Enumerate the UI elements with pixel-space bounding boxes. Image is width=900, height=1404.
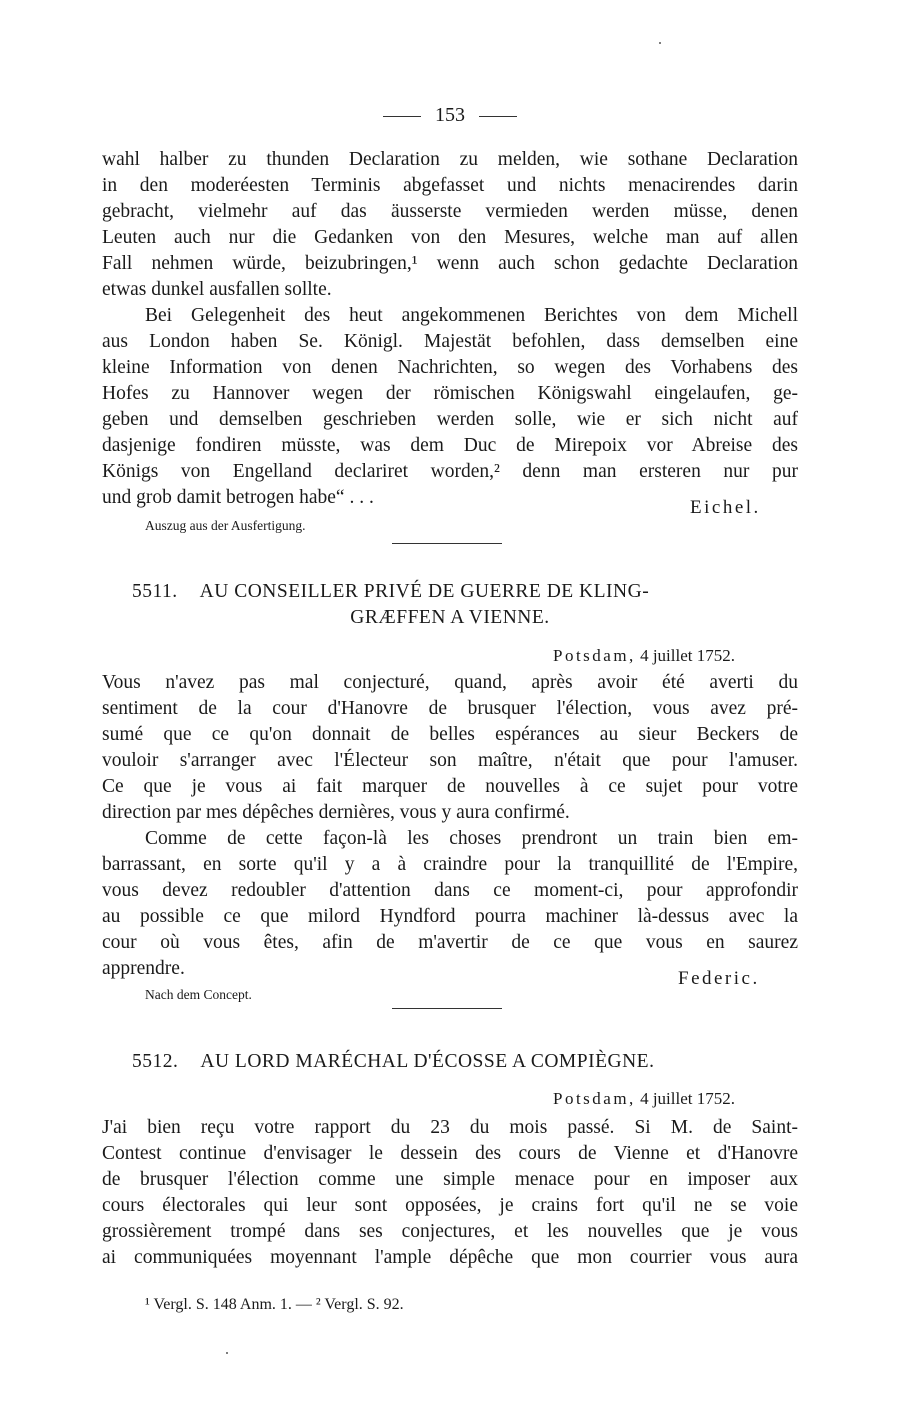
text-line: aus London haben Se. Königl. Majestät befohlen, dass demselben eine: [102, 331, 798, 352]
text-line: grossièrement trompé dans ses conjectures, et les nouvelles que je vous: [102, 1221, 798, 1242]
letter-number: 5511.: [132, 581, 178, 602]
signature: Eichel.: [690, 497, 761, 518]
text-line: Hofes zu Hannover wegen der römischen Königswahl eingelaufen, ge-: [102, 383, 798, 404]
text-line: sumé que ce qu'on donnait de belles espérances au sieur Beckers de: [102, 724, 798, 745]
text-line: kleine Information von denen Nachrichten, so wegen des Vorhabens des: [102, 357, 798, 378]
text-line: Bei Gelegenheit des heut angekommenen Berichtes von dem Michell: [145, 305, 798, 326]
text-line: wahl halber zu thunden Declaration zu melden, wie sothane Declaration: [102, 149, 798, 170]
text-line: Fall nehmen würde, beizubringen,¹ wenn auch schon gedachte Declaration: [102, 253, 798, 274]
text-line: vous devez redoubler d'attention dans ce moment-ci, pour approfondir: [102, 880, 798, 901]
page-number: 153: [435, 104, 465, 126]
text-line: sentiment de la cour d'Hanovre de brusquer l'élection, vous avez pré-: [102, 698, 798, 719]
text-line: au possible ce que milord Hyndford pourra machiner là-dessus avec la: [102, 906, 798, 927]
text-line: vouloir s'arranger avec l'Électeur son maître, n'était que pour l'amuser.: [102, 750, 798, 771]
letter-date: [553, 646, 735, 666]
date-value: 4 juillet 1752.: [640, 646, 735, 665]
text-line: J'ai bien reçu votre rapport du 23 du mois passé. Si M. de Saint-: [102, 1117, 798, 1138]
text-line: etwas dunkel ausfallen sollte.: [102, 279, 332, 300]
page-header: [0, 104, 900, 127]
source-note: Nach dem Concept.: [145, 987, 252, 1002]
text-line: direction par mes dépêches dernières, vous y aura confirmé.: [102, 802, 570, 823]
letter-number: 5512.: [132, 1051, 179, 1072]
text-line: cour où vous êtes, afin de m'avertir de ce que vous en saurez: [102, 932, 798, 953]
letter-title-line1: AU CONSEILLER PRIVÉ DE GUERRE DE KLING-: [199, 581, 650, 602]
text-line: ai communiquées moyennant l'ample dépêche que mon courrier vous aura: [102, 1247, 798, 1268]
divider: [392, 1008, 502, 1009]
letter-date: [553, 1089, 735, 1109]
source-note: Auszug aus der Ausfertigung.: [145, 518, 306, 533]
divider: [392, 543, 502, 544]
text-line: apprendre.: [102, 958, 185, 979]
text-line: Contest continue d'envisager le dessein des cours de Vienne et d'Hanovre: [102, 1143, 798, 1164]
header-dash-left: [383, 116, 421, 117]
text-line: und grob damit betrogen habe“ . . .: [102, 487, 374, 508]
text-line: Ce que je vous ai fait marquer de nouvelles à ce sujet pour votre: [102, 776, 798, 797]
date-value: 4 juillet 1752.: [640, 1089, 735, 1108]
text-line: cours électorales qui leur sont opposées, je crains fort qu'il ne se voie: [102, 1195, 798, 1216]
date-place: Potsdam,: [553, 1089, 636, 1108]
text-line: de brusquer l'élection comme une simple menace pour en imposer aux: [102, 1169, 798, 1190]
text-line: Leuten auch nur die Gedanken von den Mesures, welche man auf allen: [102, 227, 798, 248]
text-line: Comme de cette façon-là les choses prendront un train bien em-: [145, 828, 798, 849]
footnotes: ¹ Vergl. S. 148 Anm. 1. — ² Vergl. S. 92.: [145, 1296, 404, 1313]
text-line: Vous n'avez pas mal conjecturé, quand, après avoir été averti du: [102, 672, 798, 693]
header-dash-right: [479, 116, 517, 117]
signature: Federic.: [678, 968, 760, 989]
text-line: barrassant, en sorte qu'il y a à craindre pour la tranquillité de l'Empire,: [102, 854, 798, 875]
letter-title-text: AU LORD MARÉCHAL D'ÉCOSSE A COMPIÈGNE.: [200, 1051, 655, 1072]
text-line: dasjenige fondiren müsste, was dem Duc de Mirepoix vor Abreise des: [102, 435, 798, 456]
date-place: Potsdam,: [553, 646, 636, 665]
scan-speck: [659, 42, 661, 44]
letter-title-line2: GRÆFFEN A VIENNE.: [350, 607, 550, 628]
letter-title: [132, 1051, 654, 1073]
text-line: gebracht, vielmehr auf das äusserste vermieden werden müsse, denen: [102, 201, 798, 222]
text-line: geben und demselben geschrieben werden solle, wie er sich nicht auf: [102, 409, 798, 430]
scan-speck: [226, 1352, 228, 1354]
text-line: Königs von Engelland declariret worden,² denn man ersteren nur pur: [102, 461, 798, 482]
letter-title: [132, 581, 649, 603]
text-line: in den moderéesten Terminis abgefasset und nichts menacirendes darin: [102, 175, 798, 196]
